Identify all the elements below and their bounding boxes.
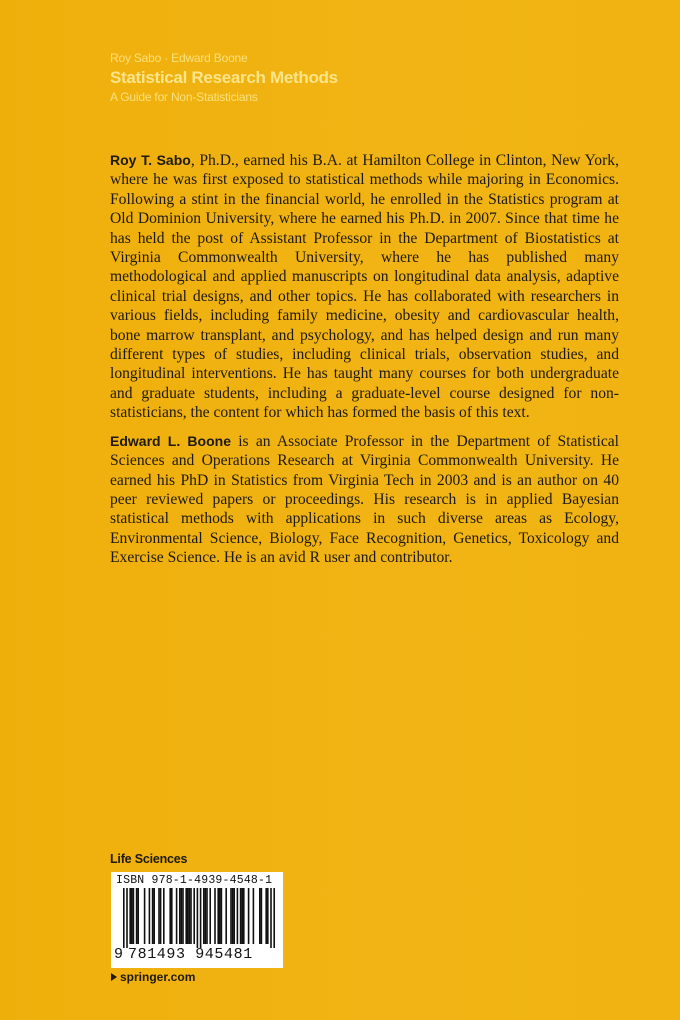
barcode-bar [179, 888, 181, 944]
barcode-bar [193, 888, 195, 944]
barcode-bars [115, 888, 279, 948]
barcode-bar [189, 888, 191, 944]
barcode-bar [152, 888, 154, 944]
barcode-bar [219, 888, 221, 944]
bio-paragraph-sabo [110, 151, 619, 423]
barcode-bar [237, 888, 239, 944]
barcode-bar [131, 888, 133, 944]
barcode-bar [248, 888, 250, 944]
barcode-bar [153, 888, 155, 944]
barcode-bar [259, 888, 261, 944]
barcode-bar [221, 888, 223, 944]
isbn-label: ISBN 978-1-4939-4548-1 [116, 874, 273, 887]
barcode-bar [232, 888, 234, 944]
barcode-bar [176, 888, 178, 944]
barcode-bar [187, 888, 189, 944]
arrow-right-icon [111, 973, 117, 981]
barcode-bar [169, 888, 171, 944]
barcode-bar [160, 888, 162, 944]
barcode-bar [181, 888, 183, 944]
barcode-bar [200, 888, 202, 948]
barcode-bar [206, 888, 208, 944]
ean-digits: 781493 945481 [128, 946, 253, 963]
barcode-bar [133, 888, 135, 944]
authors-line: Roy Sabo · Edward Boone [110, 51, 248, 65]
book-subtitle: A Guide for Non-Statisticians [110, 90, 258, 104]
barcode-bar [217, 888, 219, 944]
publisher-link[interactable] [111, 970, 195, 984]
barcode-bar [171, 888, 173, 944]
barcode-bar [149, 888, 151, 944]
barcode-bar [144, 888, 146, 944]
ean-first-digit: 9 [114, 946, 124, 963]
barcode-bar [197, 888, 199, 948]
cover-header [110, 50, 338, 105]
barcode-bar [243, 888, 245, 944]
barcode-bar [267, 888, 269, 944]
bio-name: Edward L. Boone [110, 432, 231, 449]
barcode-bar [205, 888, 207, 944]
bio-paragraph-boone [110, 432, 619, 568]
barcode-bar [190, 888, 192, 944]
barcode-bar [253, 888, 255, 944]
subject-category: Life Sciences [110, 852, 188, 866]
barcode-bar [129, 888, 131, 944]
barcode-bar [163, 888, 165, 944]
barcode-bar [270, 888, 272, 948]
barcode-bar [265, 888, 267, 944]
bio-text: is an Associate Professor in the Department of Statistical Sciences and Operations Research at Virginia Commonwealth University. He earned his PhD in Statistics from Virginia Tech in 2003 and is an author on 40 peer reviewed papers or proceedings. His research is in applied Bayesian statistical methods with applications in such diverse areas as Ecology, Environmental Science, Biology, Face Recognition, Genetics, Toxicology and Exercise Science. He is an avid R user and contributor. [110, 432, 619, 567]
barcode-bar [123, 888, 125, 948]
isbn-barcode [111, 872, 283, 968]
barcode-bar [126, 888, 128, 948]
barcode-bar [182, 888, 184, 944]
barcode-bar [158, 888, 160, 944]
barcode-bar [209, 888, 211, 944]
barcode-bar [185, 888, 187, 944]
barcode-bar [240, 888, 242, 944]
barcode-bar [203, 888, 205, 944]
author-bios [110, 151, 619, 577]
barcode-bar [137, 888, 139, 944]
barcode-bar [136, 888, 138, 944]
bio-name: Roy T. Sabo [110, 152, 191, 168]
bio-text: , Ph.D., earned his B.A. at Hamilton College in Clinton, New York, where he was first exposed to statistical methods while majoring in Economics. Following a stint in the financial world, he enrolled in the Statistics program at Old Dominion University, where he earned his Ph.D. in 2007. Since that time he has held the post of Assistant Professor in the Department of Biostatistics at Virginia Commonwealth University, where he has published many methodological and applied manuscripts on longitudinal data analysis, adaptive clinical trial designs, and other topics. He has collaborated with researchers in various fields, including family medicine, obesity and cardiovascular health, bone marrow transplant, and psychology, and has helped design and run many different types of studies, including clinical trials, observation studies, and longitudinal interventions. He has taught many courses for both undergraduate and graduate students, including a graduate-level course designed for non-statisticians, the content for which has formed the basis of this text. [110, 152, 619, 422]
barcode-bar [225, 888, 227, 944]
barcode-bar [273, 888, 275, 948]
barcode-bar [261, 888, 263, 944]
book-title: Statistical Research Methods [110, 68, 338, 87]
barcode-bar [230, 888, 232, 944]
barcode-bar [214, 888, 216, 944]
barcode-bar [241, 888, 243, 944]
barcode-bar [233, 888, 235, 944]
publisher-url: springer.com [120, 970, 196, 984]
